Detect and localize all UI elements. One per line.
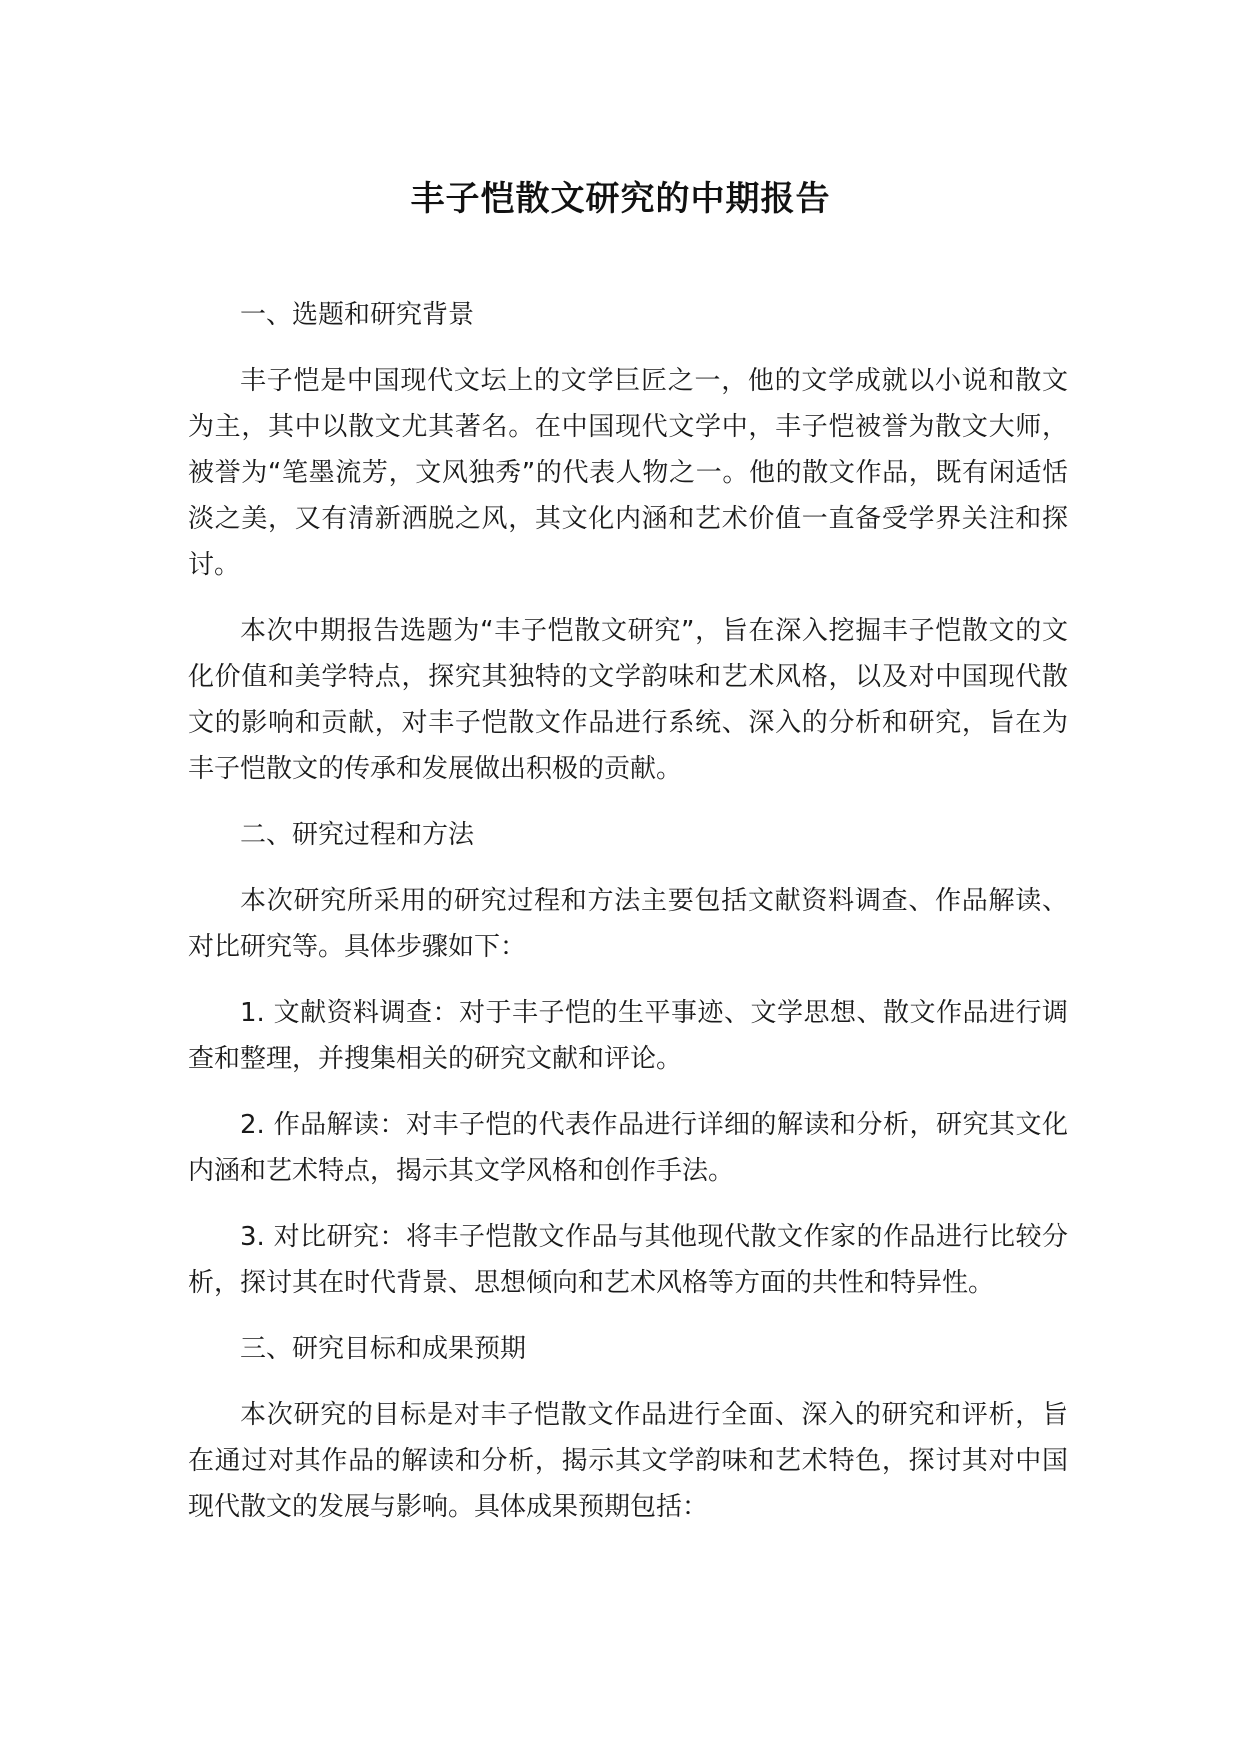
section-heading-background: 一、选题和研究背景 — [240, 300, 475, 330]
paragraph-topic: 本次中期报告选题为“丰子恺散文研究”，旨在深入挖掘丰子恺散文的文化价值和美学特点，探究其独特的文学韵味和艺术风格，以及对中国现代散文的影响和贡献，对丰子恺散文作品进行系统、深入的分析和研究，旨在为丰子恺散文的传承和发展做出积极的贡献。 — [188, 616, 1068, 784]
section-heading-methods: 二、研究过程和方法 — [240, 820, 475, 850]
document-title: 丰子恺散文研究的中期报告 — [410, 179, 831, 219]
section-heading-goals: 三、研究目标和成果预期 — [240, 1334, 527, 1364]
paragraph-goals: 本次研究的目标是对丰子恺散文作品进行全面、深入的研究和评析，旨在通过对其作品的解读和分析，揭示其文学韵味和艺术特色，探讨其对中国现代散文的发展与影响。具体成果预期包括： — [188, 1400, 1068, 1522]
document-body — [188, 292, 1068, 1550]
paragraph-intro: 丰子恺是中国现代文坛上的文学巨匠之一，他的文学成就以小说和散文为主，其中以散文尤其著名。在中国现代文学中，丰子恺被誉为散文大师，被誉为“笔墨流芳，文风独秀”的代表人物之一。他的散文作品，既有闲适恬淡之美，又有清新洒脱之风，其文化内涵和艺术价值一直备受学界关注和探讨。 — [188, 366, 1068, 580]
list-item-work-interpretation: 2. 作品解读：对丰子恺的代表作品进行详细的解读和分析，研究其文化内涵和艺术特点，揭示其文学风格和创作手法。 — [188, 1110, 1068, 1186]
list-item-comparative-study: 3. 对比研究：将丰子恺散文作品与其他现代散文作家的作品进行比较分析，探讨其在时代背景、思想倾向和艺术风格等方面的共性和特异性。 — [188, 1222, 1068, 1298]
paragraph-methods-overview: 本次研究所采用的研究过程和方法主要包括文献资料调查、作品解读、对比研究等。具体步骤如下： — [188, 886, 1068, 962]
list-item-literature-survey: 1. 文献资料调查：对于丰子恺的生平事迹、文学思想、散文作品进行调查和整理，并搜集相关的研究文献和评论。 — [188, 998, 1068, 1074]
